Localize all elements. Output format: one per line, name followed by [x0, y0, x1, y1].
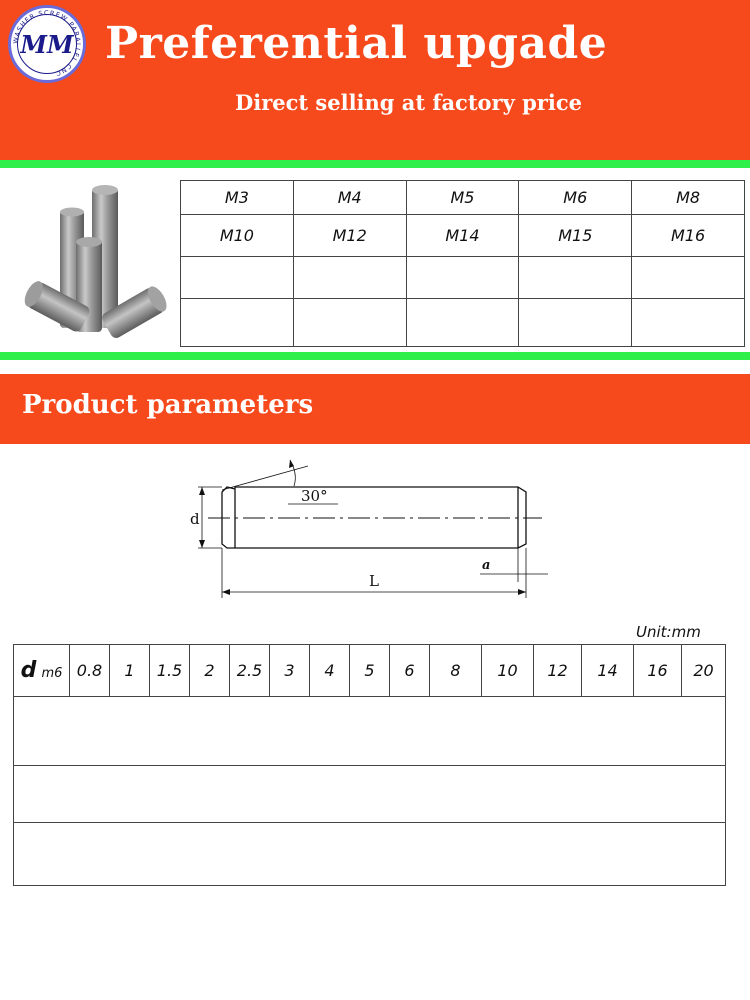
diameter-value: 5 — [350, 645, 390, 697]
diameter-value: 4 — [310, 645, 350, 697]
chamfer-label: a — [482, 558, 491, 573]
size-cell — [181, 299, 294, 347]
size-cell — [519, 257, 632, 299]
size-row — [181, 299, 745, 347]
size-row — [181, 215, 745, 257]
empty-cell — [14, 823, 726, 886]
size-cell: M8 — [632, 181, 745, 215]
angle-label: 30° — [301, 487, 328, 505]
size-row — [181, 257, 745, 299]
tolerance-label: m6 — [41, 666, 63, 681]
size-cell: M15 — [519, 215, 632, 257]
diameter-value: 6 — [390, 645, 430, 697]
size-row — [181, 181, 745, 215]
banner-title: Preferential upgade — [105, 18, 608, 69]
diameter-value: 14 — [582, 645, 634, 697]
diameter-value: 20 — [682, 645, 726, 697]
diameter-value: 16 — [634, 645, 682, 697]
diameter-header — [14, 645, 70, 697]
size-cell — [406, 257, 519, 299]
size-cell — [632, 257, 745, 299]
parameter-table — [13, 644, 726, 886]
parameter-empty-row — [14, 697, 726, 766]
parameter-empty-row — [14, 823, 726, 886]
diameter-value: 8 — [430, 645, 482, 697]
diameter-value: 3 — [270, 645, 310, 697]
parameter-empty-row — [14, 766, 726, 823]
diameter-value: 12 — [534, 645, 582, 697]
size-cell: M4 — [293, 181, 406, 215]
size-cell — [293, 257, 406, 299]
diameter-value: 1 — [110, 645, 150, 697]
section-banner — [0, 374, 750, 444]
size-cell: M3 — [181, 181, 294, 215]
size-cell — [519, 299, 632, 347]
size-cell: M10 — [181, 215, 294, 257]
pin-technical-drawing — [180, 452, 560, 602]
section-title: Product parameters — [22, 390, 314, 420]
logo-ring-text: WASHER SCREW PARALLEL CNC — [11, 8, 83, 78]
brand-logo — [8, 5, 86, 83]
green-divider-bottom — [0, 352, 750, 360]
size-cell — [293, 299, 406, 347]
diameter-value: 1.5 — [150, 645, 190, 697]
unit-label: Unit:mm — [636, 623, 701, 641]
banner-subtitle: Direct selling at factory price — [235, 90, 582, 115]
size-table — [180, 180, 745, 347]
logo-monogram: MM — [20, 30, 74, 59]
diameter-value: 2 — [190, 645, 230, 697]
size-cell: M12 — [293, 215, 406, 257]
diameter-label: d — [190, 510, 200, 528]
top-banner — [0, 0, 750, 160]
size-cell: M5 — [406, 181, 519, 215]
diameter-value: 10 — [482, 645, 534, 697]
size-cell: M6 — [519, 181, 632, 215]
diameter-value: 0.8 — [70, 645, 110, 697]
size-cell — [181, 257, 294, 299]
size-cell: M14 — [406, 215, 519, 257]
parameter-header-row — [14, 645, 726, 697]
length-label: L — [369, 572, 379, 590]
size-cell: M16 — [632, 215, 745, 257]
green-divider-top — [0, 160, 750, 168]
size-cell — [632, 299, 745, 347]
diameter-symbol: d — [20, 658, 37, 683]
size-cell — [406, 299, 519, 347]
empty-cell — [14, 697, 726, 766]
dowel-pins-image — [18, 178, 168, 346]
empty-cell — [14, 766, 726, 823]
diameter-value: 2.5 — [230, 645, 270, 697]
